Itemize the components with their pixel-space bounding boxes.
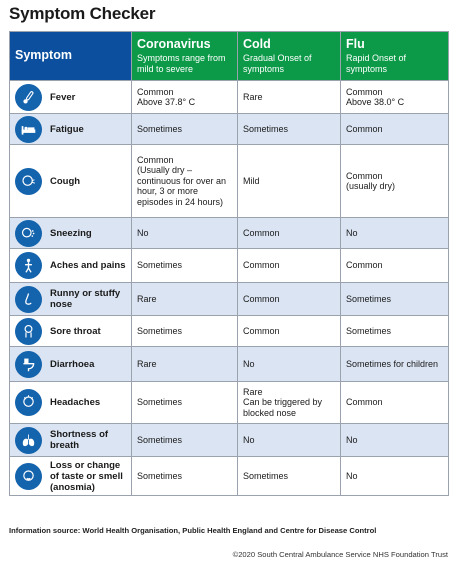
- symptom-cell: [10, 316, 132, 347]
- table-row: [10, 218, 449, 249]
- header-flu: Flu Rapid Onset of symptoms: [341, 32, 449, 81]
- symptom-name: Diarrhoea: [50, 358, 95, 370]
- cold-cell: Sometimes: [238, 114, 341, 145]
- symptom-name: Loss or change of taste or smell (anosmia): [50, 459, 123, 493]
- coronavirus-cell: Sometimes: [132, 382, 238, 424]
- flu-cell: Common (usually dry): [341, 145, 449, 218]
- coronavirus-cell: Common (Usually dry – continuous for over an hour, 3 or more episodes in 24 hours): [132, 145, 238, 218]
- coronavirus-cell: Sometimes: [132, 316, 238, 347]
- symptom-name: Headaches: [50, 397, 101, 408]
- symptom-table: [9, 31, 449, 496]
- symptom-cell: [10, 347, 132, 382]
- table-row: [10, 283, 449, 316]
- table-row: [10, 347, 449, 382]
- header-symptom: Symptom: [10, 32, 132, 81]
- coronavirus-cell: Rare: [132, 347, 238, 382]
- symptom-cell: [10, 145, 132, 218]
- table-row: [10, 249, 449, 283]
- coronavirus-cell: Sometimes: [132, 424, 238, 457]
- cold-cell: No: [238, 347, 341, 382]
- cold-cell: Common: [238, 316, 341, 347]
- information-source: Information source: World Health Organisation, Public Health England and Centre for Disease Control: [9, 526, 377, 535]
- coronavirus-cell: Sometimes: [132, 114, 238, 145]
- flu-cell: Common: [341, 249, 449, 283]
- header-cold: Cold Gradual Onset of symptoms: [238, 32, 341, 81]
- coronavirus-cell: Common Above 37.8° C: [132, 81, 238, 114]
- coronavirus-cell: Sometimes: [132, 457, 238, 496]
- cold-cell: Rare Can be triggered by blocked nose: [238, 382, 341, 424]
- table-row: [10, 145, 449, 218]
- symptom-cell: [10, 457, 132, 496]
- symptom-name: Cough: [50, 175, 81, 187]
- nose-icon: [15, 286, 42, 313]
- lungs-icon: [15, 427, 42, 454]
- flu-cell: No: [341, 424, 449, 457]
- cold-cell: No: [238, 424, 341, 457]
- copyright: ©2020 South Central Ambulance Service NHS Foundation Trust: [232, 550, 448, 559]
- flu-cell: Common: [341, 382, 449, 424]
- symptom-name: Runny or stuffy nose: [50, 288, 121, 310]
- tongue-icon: [15, 463, 42, 490]
- coronavirus-cell: Rare: [132, 283, 238, 316]
- cough-icon: [15, 168, 42, 195]
- cold-cell: Common: [238, 283, 341, 316]
- sneeze-icon: [15, 220, 42, 247]
- coronavirus-cell: No: [132, 218, 238, 249]
- cold-cell: Rare: [238, 81, 341, 114]
- symptom-cell: [10, 81, 132, 114]
- cold-cell: Mild: [238, 145, 341, 218]
- symptom-cell: [10, 249, 132, 283]
- symptom-cell: [10, 424, 132, 457]
- flu-cell: Sometimes for children: [341, 347, 449, 382]
- flu-cell: No: [341, 457, 449, 496]
- symptom-name: Sneezing: [50, 227, 92, 239]
- head-icon: [15, 389, 42, 416]
- header-coronavirus: Coronavirus Symptoms range from mild to severe: [132, 32, 238, 81]
- toilet-icon: [15, 351, 42, 378]
- flu-cell: No: [341, 218, 449, 249]
- table-row: [10, 457, 449, 496]
- table-row: [10, 424, 449, 457]
- header-row: [10, 32, 449, 81]
- cold-cell: Common: [238, 218, 341, 249]
- flu-cell: Sometimes: [341, 316, 449, 347]
- symptom-cell: [10, 218, 132, 249]
- cold-cell: Common: [238, 249, 341, 283]
- body-aches-icon: [15, 252, 42, 279]
- symptom-cell: [10, 283, 132, 316]
- coronavirus-cell: Sometimes: [132, 249, 238, 283]
- flu-cell: Sometimes: [341, 283, 449, 316]
- symptom-name: Aches and pains: [50, 260, 126, 271]
- table-row: [10, 81, 449, 114]
- page-title: Symptom Checker: [9, 4, 156, 23]
- throat-icon: [15, 318, 42, 345]
- flu-cell: Common Above 38.0° C: [341, 81, 449, 114]
- bed-icon: [15, 116, 42, 143]
- symptom-name: Fever: [50, 91, 76, 103]
- symptom-cell: [10, 114, 132, 145]
- symptom-cell: [10, 382, 132, 424]
- thermometer-icon: [15, 84, 42, 111]
- symptom-name: Fatigue: [50, 123, 84, 135]
- cold-cell: Sometimes: [238, 457, 341, 496]
- flu-cell: Common: [341, 114, 449, 145]
- table-row: [10, 114, 449, 145]
- table-row: [10, 382, 449, 424]
- symptom-name: Sore throat: [50, 325, 101, 337]
- symptom-name: Shortness of breath: [50, 429, 109, 451]
- table-row: [10, 316, 449, 347]
